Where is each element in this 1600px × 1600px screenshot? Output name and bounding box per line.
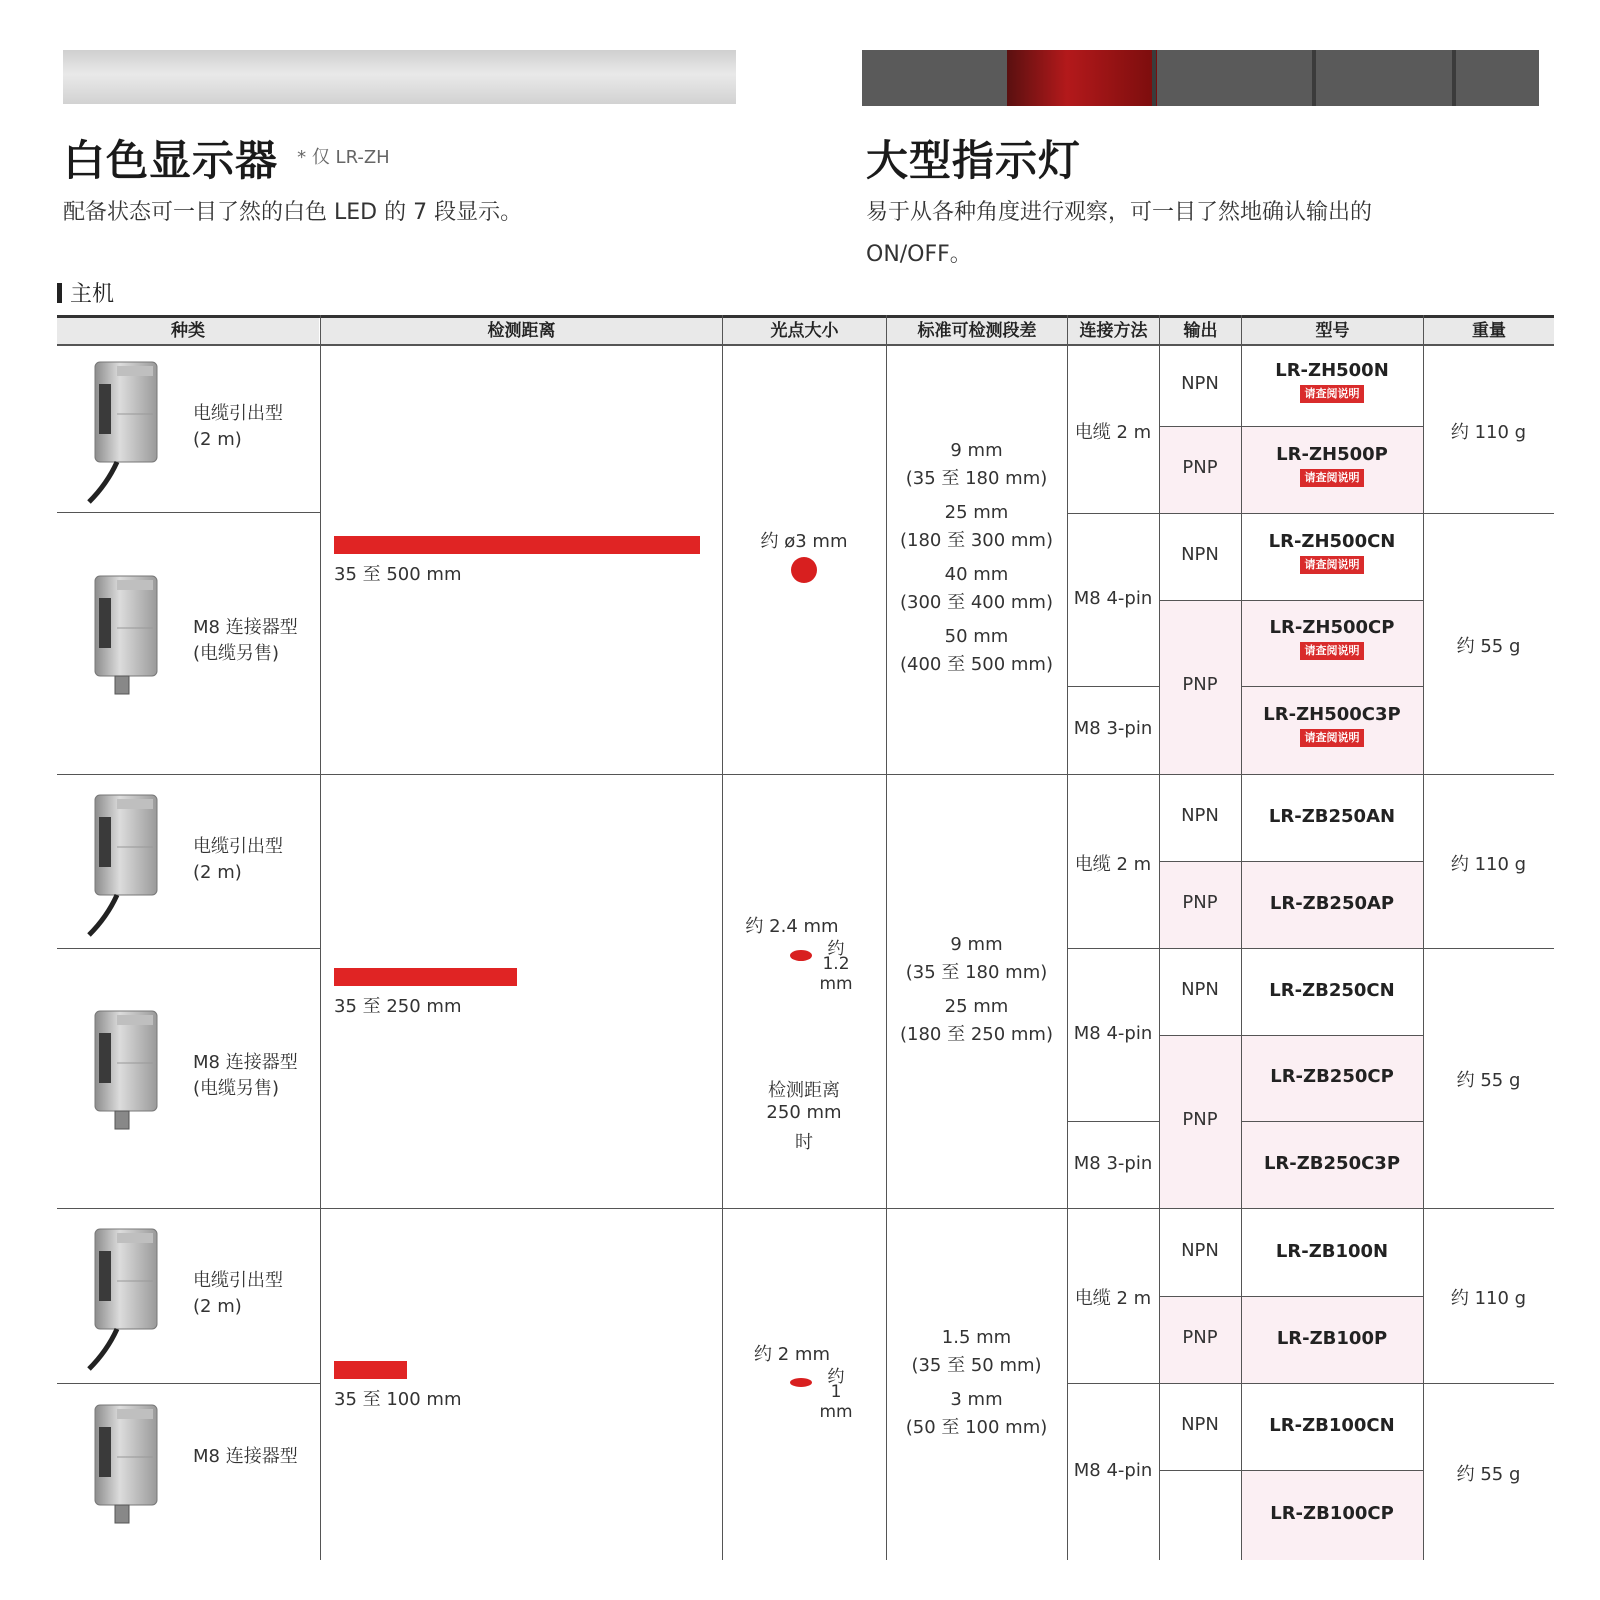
model-number [1241,1328,1423,1349]
step-range: (35 至 180 mm) [905,961,1048,983]
model-badge: 请查阅说明 [1300,469,1364,487]
spot-note: 检测距离 [768,1079,840,1101]
spot-ellipse [790,1378,812,1387]
model-number-text: LR-ZB250AP [1269,892,1395,914]
spot-sub-label: 约 [827,1366,845,1387]
model-number-text: LR-ZB250CP [1270,1066,1394,1087]
sensor-type-line1: 电缆引出型 [193,835,283,857]
section-title [57,277,114,308]
indicator-banner-image [862,50,1539,106]
left-description: 配备状态可一目了然的白色 LED 的 7 段显示。 [63,200,523,225]
weight-value: 约 110 g [1450,853,1527,875]
step-range: (35 至 50 mm) [911,1354,1042,1376]
left-heading [63,128,390,188]
connection-divider [1067,686,1159,687]
model-divider [1241,426,1423,427]
spot-sub-label: mm [819,1401,853,1422]
model-number-text: LR-ZH500CN [1268,530,1396,552]
connection-method: 电缆 2 m [1074,853,1152,875]
connection-divider [1067,513,1159,514]
table-header-cell: 种类 [57,318,319,344]
detection-range-label: 35 至 500 mm [334,564,462,585]
model-divider [1241,1383,1423,1384]
output-type: PNP [1182,891,1218,913]
weight-divider [1423,1383,1554,1384]
step-value: 25 mm [944,502,1009,523]
left-note: * 仅 LR-ZH [297,147,390,168]
right-description-line1: 易于从各种角度进行观察，可一目了然地确认输出的 [866,200,1373,225]
detection-range-bar [334,536,700,554]
output-type: PNP [1182,1108,1218,1130]
connection-method: 电缆 2 m [1074,1288,1152,1309]
model-number [1241,893,1423,914]
group-divider [57,1208,1554,1209]
sensor-type-line1: 电缆引出型 [193,1270,283,1291]
detection-range-bar [334,968,517,986]
model-number [1241,617,1423,660]
sensor-type-line1: 电缆引出型 [193,403,283,424]
group-divider [57,774,1554,775]
connection-method: M8 3-pin [1073,1152,1153,1174]
header-bottom-rule [57,345,1554,346]
table-header-cell: 输出 [1160,318,1241,344]
model-number [1241,1153,1423,1174]
sensor-type-line2: (2 m) [193,1296,242,1317]
step-range: (300 至 400 mm) [900,592,1053,613]
output-divider [1159,600,1241,601]
sensor-type-line2: (2 m) [193,861,242,883]
connection-divider [1067,1121,1159,1122]
connection-method: M8 4-pin [1073,587,1153,609]
output-divider [1159,1035,1241,1036]
model-divider [1241,861,1423,862]
type-divider [57,512,320,513]
model-number-text: LR-ZB250AN [1268,806,1396,827]
output-type: NPN [1181,373,1219,394]
step-value: 40 mm [944,564,1009,585]
model-divider [1241,1296,1423,1297]
model-badge: 请查阅说明 [1300,556,1364,574]
model-divider [1241,513,1423,514]
weight-value: 约 55 g [1456,635,1521,657]
model-divider [1241,948,1423,949]
spot-note: 时 [795,1131,813,1153]
column-divider [1241,315,1242,1560]
cable-sensor-image [77,787,167,937]
output-type: PNP [1182,1326,1218,1348]
output-divider [1159,513,1241,514]
sensor-type-line1: M8 连接器型 [193,617,298,638]
model-number [1241,360,1423,403]
spot-sub-label: 约 [827,938,845,959]
output-type: PNP [1182,456,1218,478]
output-divider [1159,948,1241,949]
model-divider [1241,1470,1423,1471]
cable-sensor-image [77,354,167,504]
table-top-rule [57,315,1554,318]
step-range: (180 至 250 mm) [900,1023,1053,1045]
model-number-text: LR-ZH500CP [1269,617,1395,638]
detection-range-bar [334,1361,407,1379]
weight-value: 约 110 g [1450,1288,1527,1309]
right-title: 大型指示灯 [866,136,1082,185]
model-number-text: LR-ZB250C3P [1263,1152,1401,1174]
model-number-text: LR-ZB100CN [1269,1414,1395,1436]
model-number-text: LR-ZB100CP [1270,1503,1394,1524]
step-value: 1.5 mm [941,1326,1012,1348]
sensor-type-line2: (电缆另售) [193,643,280,664]
table-header-cell: 型号 [1242,318,1423,344]
column-divider [1067,315,1068,1560]
output-type: NPN [1181,1413,1219,1435]
weight-value: 约 55 g [1456,1070,1521,1091]
model-divider [1241,686,1423,687]
connection-method: M8 4-pin [1073,1459,1153,1481]
white-display-banner-image [63,50,736,104]
spec-table [57,315,1554,1560]
model-number [1241,1415,1423,1436]
weight-divider [1423,513,1554,514]
model-number-text: LR-ZB100P [1276,1327,1388,1349]
output-divider [1159,426,1241,427]
detection-range-label: 35 至 250 mm [334,995,462,1017]
step-value: 50 mm [944,626,1009,647]
output-type: NPN [1181,1239,1219,1261]
connector-sensor-image [77,1003,167,1153]
output-type: NPN [1181,978,1219,1000]
model-badge: 请查阅说明 [1300,385,1364,403]
section-marker [57,283,62,303]
table-header-cell: 重量 [1424,318,1554,344]
connection-divider [1067,948,1159,949]
spot-sub-label: mm [819,973,853,994]
detection-range-label: 35 至 100 mm [334,1388,462,1410]
connection-method: M8 3-pin [1073,718,1153,739]
model-number [1241,806,1423,827]
column-divider [886,315,887,1560]
spot-size: 约 2.4 mm [745,915,839,937]
connection-method: M8 4-pin [1073,1022,1153,1044]
connector-sensor-image [77,1397,167,1547]
spot-dot [791,557,817,583]
step-range: (35 至 180 mm) [905,468,1048,489]
connection-divider [1067,1383,1159,1384]
model-number-text: LR-ZB250CN [1269,979,1395,1001]
connection-method: 电缆 2 m [1074,421,1152,443]
step-value: 9 mm [950,933,1003,955]
table-header-cell: 标准可检测段差 [887,318,1067,344]
model-number-text: LR-ZH500N [1275,360,1389,381]
output-divider [1159,1383,1241,1384]
table-header-cell: 连接方法 [1068,318,1159,344]
spot-size: 约 ø3 mm [760,531,848,552]
column-divider [1423,315,1424,1560]
spot-note: 250 mm [766,1101,842,1123]
output-divider [1159,1296,1241,1297]
output-type: PNP [1182,674,1218,695]
sensor-type-line2: (2 m) [193,429,242,450]
left-title: 白色显示器 [63,136,279,185]
model-badge: 请查阅说明 [1300,642,1364,660]
column-divider [1159,315,1160,1560]
model-number [1241,1066,1423,1087]
step-value: 3 mm [950,1388,1003,1410]
model-number [1241,444,1423,487]
type-divider [57,948,320,949]
model-number [1241,1503,1423,1524]
model-divider [1241,600,1423,601]
type-divider [57,1383,320,1384]
model-number [1241,1241,1423,1262]
connector-sensor-image [77,568,167,718]
step-value: 9 mm [950,440,1003,461]
weight-value: 约 110 g [1450,421,1527,443]
output-type: NPN [1181,805,1219,826]
cable-sensor-image [77,1221,167,1371]
model-badge: 请查阅说明 [1300,729,1364,747]
sensor-type-line1: M8 连接器型 [193,1445,298,1467]
weight-value: 约 55 g [1456,1463,1521,1485]
section-title-text: 主机 [70,282,115,307]
step-range: (400 至 500 mm) [900,654,1053,675]
model-number [1241,531,1423,574]
spot-ellipse [790,950,812,961]
model-divider [1241,1035,1423,1036]
model-divider [1241,1121,1423,1122]
output-divider [1159,861,1241,862]
column-divider [722,315,723,1560]
column-divider [320,315,321,1560]
spot-sub-label: 1 [830,1381,842,1402]
output-type: NPN [1181,543,1219,565]
sensor-type-line1: M8 连接器型 [193,1052,298,1073]
output-divider [1159,1470,1241,1471]
right-description-line2: ON/OFF。 [866,242,972,267]
model-number-text: LR-ZH500P [1276,443,1388,465]
model-number [1241,980,1423,1001]
table-header-cell: 光点大小 [723,318,886,344]
weight-divider [1423,948,1554,949]
table-header-cell: 检测距离 [321,318,722,344]
step-range: (50 至 100 mm) [905,1416,1048,1438]
spot-sub-label: 1.2 [822,953,850,974]
model-number-text: LR-ZB100N [1275,1240,1389,1262]
spot-size: 约 2 mm [754,1343,830,1365]
sensor-type-line2: (电缆另售) [193,1078,280,1099]
step-value: 25 mm [944,995,1009,1017]
model-number [1241,704,1423,747]
step-range: (180 至 300 mm) [900,530,1053,551]
model-number-text: LR-ZH500C3P [1263,704,1401,725]
